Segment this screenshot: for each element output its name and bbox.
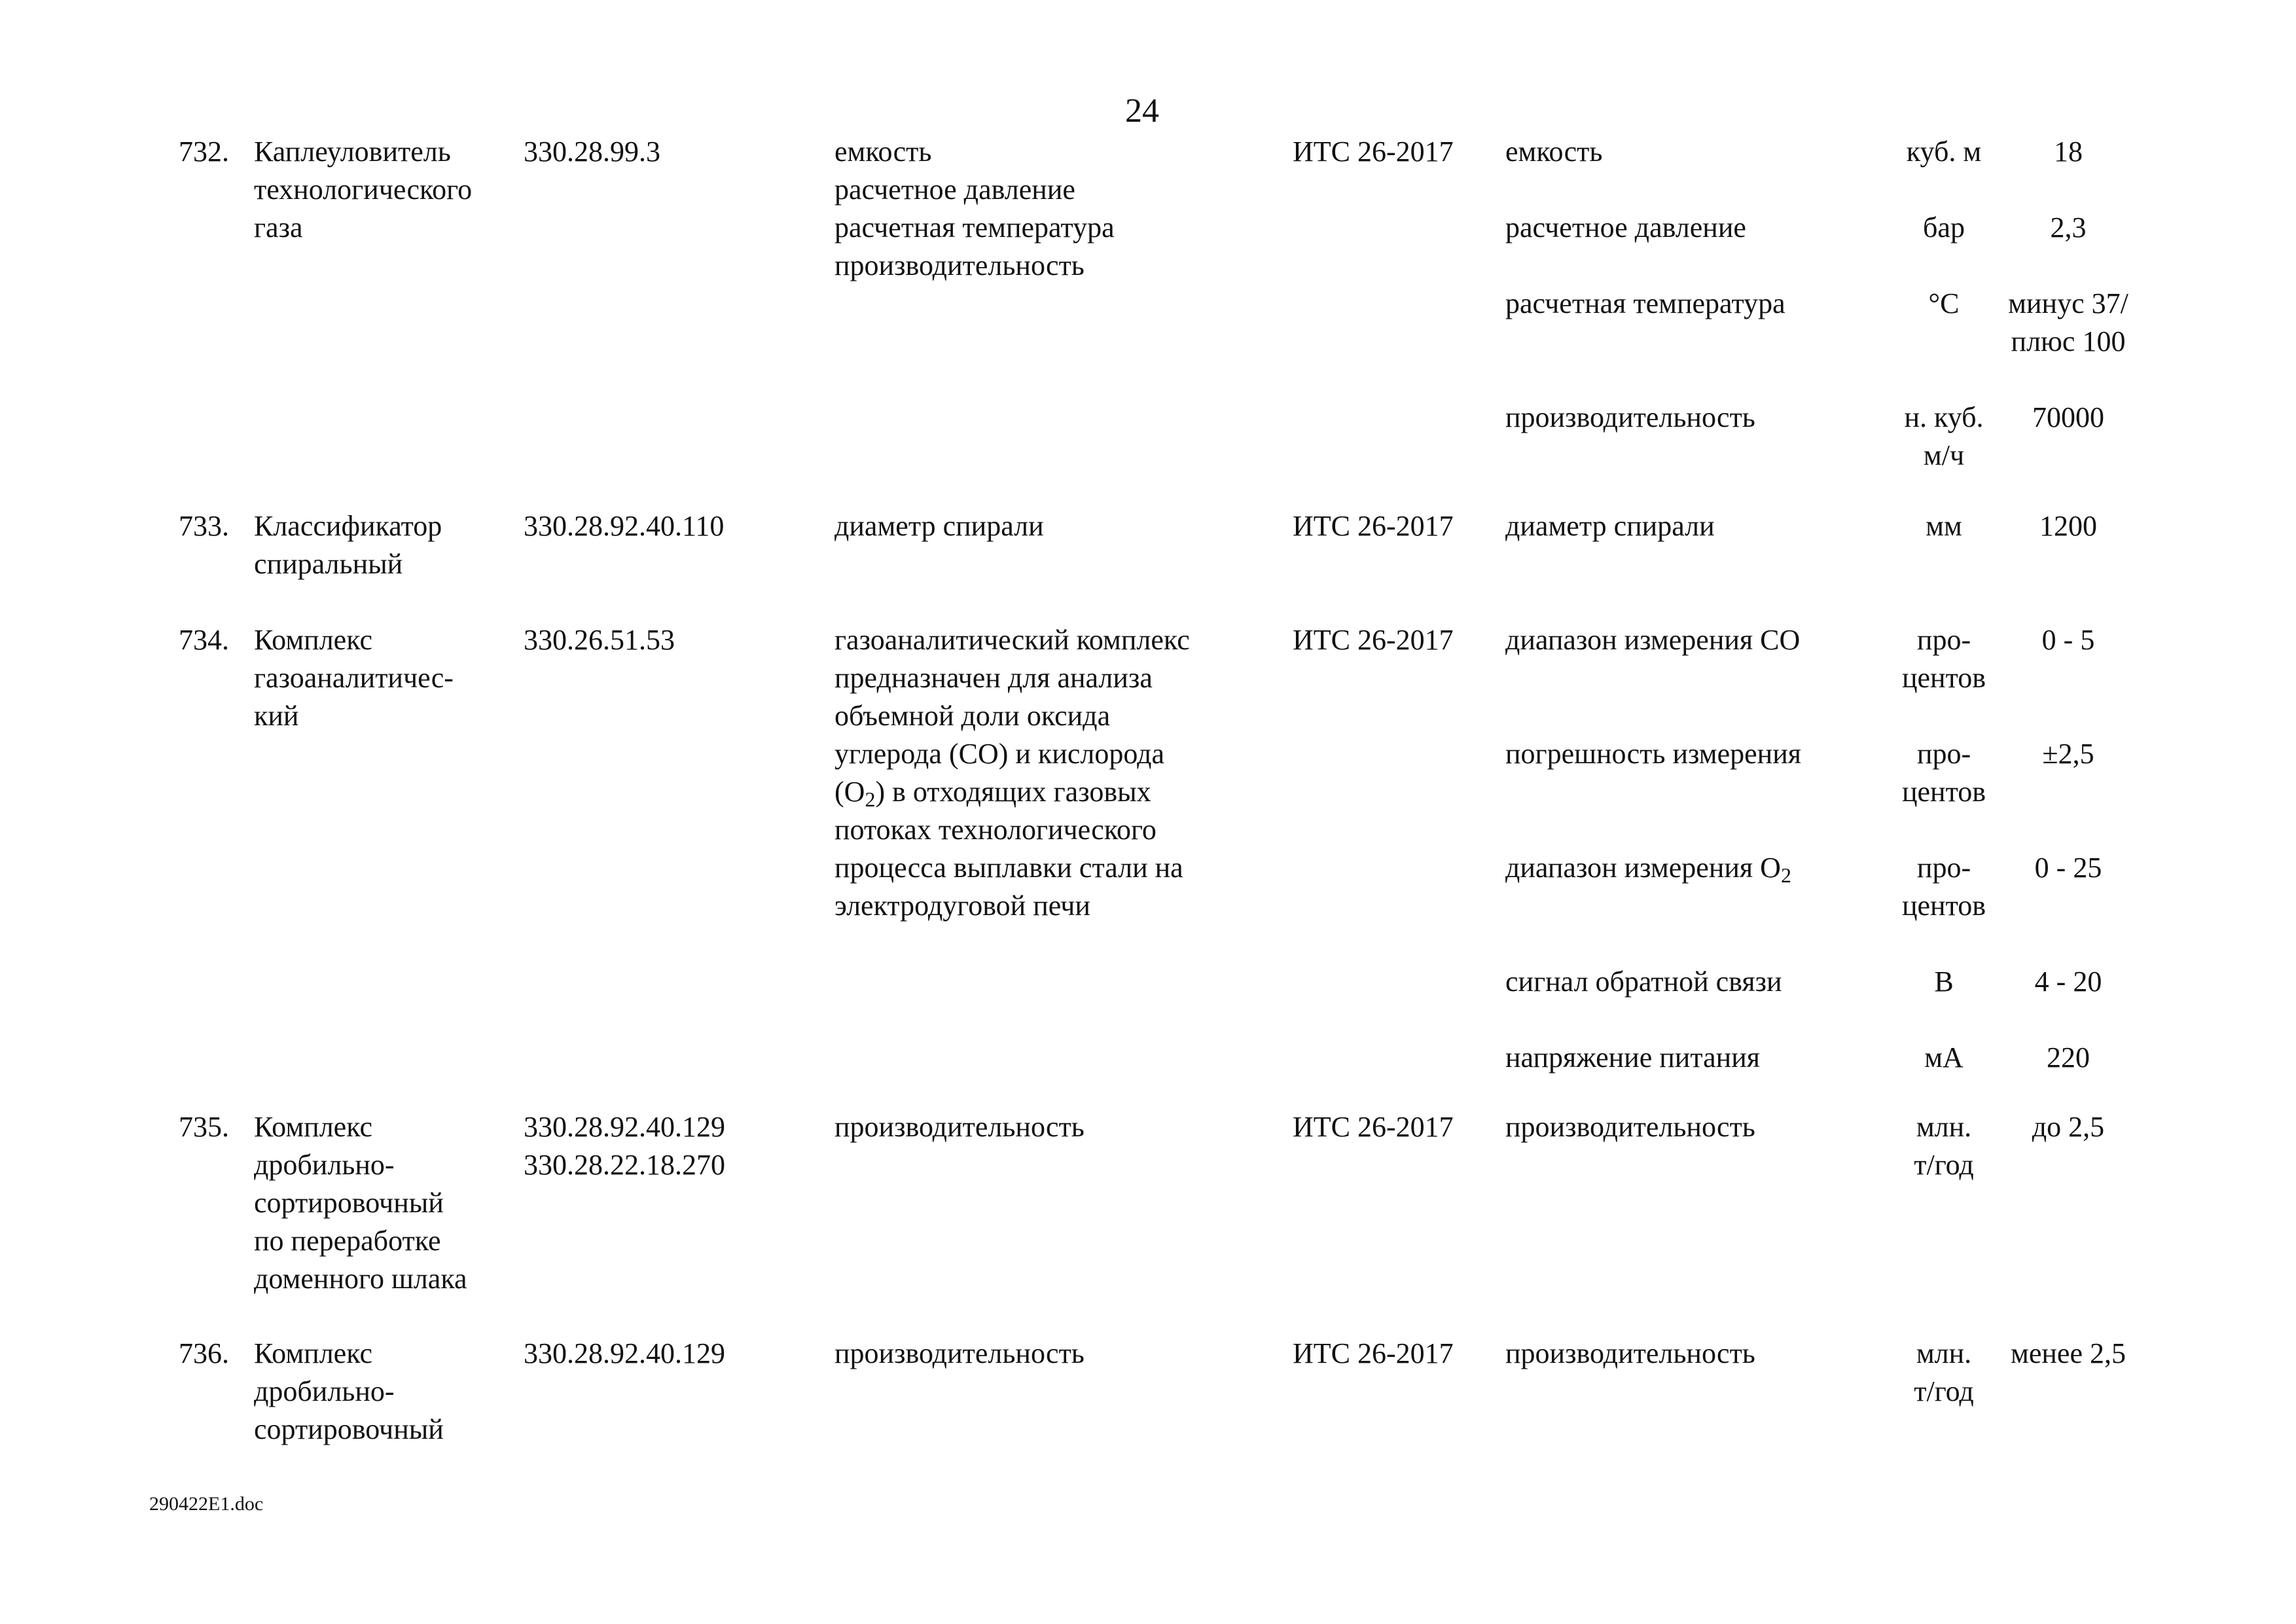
parameter-name: производительность — [1505, 401, 1755, 433]
parameters — [1505, 507, 2160, 583]
table-row — [0, 1108, 2296, 1335]
parameter-name: напряжение питания — [1505, 1041, 1760, 1074]
description-line: процесса выплавки стали на — [834, 852, 1183, 884]
standard-ref: ИТС 26-2017 — [1293, 510, 1454, 542]
unit-line: центов — [1901, 776, 1986, 808]
equipment-name — [254, 133, 516, 247]
parameter-row — [1505, 1039, 2160, 1115]
name-line: Классификатор — [254, 510, 442, 542]
parameter-unit — [1885, 133, 2003, 171]
parameter-row — [1505, 1108, 2160, 1184]
parameters — [1505, 1335, 2160, 1411]
value-line: до 2,5 — [2032, 1111, 2105, 1143]
parameter-name: сигнал обратной связи — [1505, 965, 1782, 998]
description — [834, 621, 1286, 925]
row-number: 733. — [179, 510, 229, 542]
code-line: 330.28.92.40.110 — [524, 510, 725, 542]
value-line: 220 — [2047, 1041, 2090, 1074]
table-row — [0, 507, 2296, 621]
parameters — [1505, 1108, 2160, 1184]
parameter-unit — [1885, 399, 2003, 475]
code-line: 330.26.51.53 — [524, 624, 675, 656]
parameters — [1505, 133, 2160, 507]
name-line: Комплекс — [254, 1337, 373, 1369]
description-line: производительность — [834, 249, 1085, 281]
equipment-name — [254, 621, 516, 735]
description-line: диаметр спирали — [834, 510, 1044, 542]
description-line: газоаналитический комплекс — [834, 624, 1190, 656]
description — [834, 1335, 1286, 1373]
parameter-row — [1505, 399, 2160, 507]
unit-line: мм — [1926, 510, 1962, 542]
parameter-name: диапазон измерения СО — [1505, 624, 1801, 656]
parameter-row — [1505, 735, 2160, 849]
equipment-name — [254, 1108, 516, 1298]
name-line: доменного шлака — [254, 1263, 467, 1295]
parameter-row — [1505, 507, 2160, 583]
row-number: 735. — [179, 1111, 229, 1143]
parameter-unit — [1885, 285, 2003, 323]
parameter-unit — [1885, 963, 2003, 1001]
parameter-name: производительность — [1505, 1111, 1755, 1143]
unit-line: н. куб. — [1904, 401, 1984, 433]
parameter-unit — [1885, 1108, 2003, 1184]
unit-line: про- — [1916, 624, 1971, 656]
unit-line: центов — [1901, 662, 1986, 694]
unit-line: млн. — [1916, 1337, 1972, 1369]
value-line: 4 - 20 — [2034, 965, 2102, 998]
description-line: электродуговой печи — [834, 890, 1090, 922]
parameter-unit — [1885, 621, 2003, 697]
name-line: Комплекс — [254, 624, 373, 656]
code-line: 330.28.99.3 — [524, 135, 660, 168]
code-line: 330.28.92.40.129 — [524, 1337, 725, 1369]
parameter-name: диаметр спирали — [1505, 510, 1715, 542]
parameter-row — [1505, 209, 2160, 285]
value-line: 70000 — [2032, 401, 2104, 433]
unit-line: °C — [1928, 287, 1960, 319]
equipment-name — [254, 507, 516, 583]
okpd-code — [524, 133, 831, 171]
standard-ref: ИТС 26-2017 — [1293, 1111, 1454, 1143]
name-line: газа — [254, 211, 303, 244]
name-line: спиральный — [254, 548, 403, 580]
okpd-code — [524, 621, 831, 659]
parameter-unit — [1885, 1039, 2003, 1077]
unit-line: млн. — [1916, 1111, 1972, 1143]
parameter-name: емкость — [1505, 135, 1603, 168]
parameter-unit — [1885, 735, 2003, 811]
description-line — [834, 773, 1286, 811]
standard-ref: ИТС 26-2017 — [1293, 1337, 1454, 1369]
document-filename: 290422E1.doc — [149, 1493, 264, 1515]
equipment-name — [254, 1335, 516, 1449]
parameter-value — [1986, 621, 2150, 659]
description-line: объемной доли оксида — [834, 700, 1111, 732]
parameter-value — [1986, 507, 2150, 545]
unit-line: про- — [1916, 852, 1971, 884]
description-line: предназначен для анализа — [834, 662, 1153, 694]
parameter-value — [1986, 285, 2150, 361]
value-line: менее 2,5 — [2011, 1337, 2126, 1369]
parameter-name: производительность — [1505, 1337, 1755, 1369]
value-line: 0 - 25 — [2034, 852, 2102, 884]
parameter-unit — [1885, 849, 2003, 925]
unit-line: центов — [1901, 890, 1986, 922]
standard-ref: ИТС 26-2017 — [1293, 624, 1454, 656]
table-row — [0, 1335, 2296, 1453]
value-line: 18 — [2054, 135, 2083, 168]
name-line: газоаналитичес- — [254, 662, 454, 694]
description-line: производительность — [834, 1111, 1085, 1143]
parameters — [1505, 621, 2160, 1115]
parameter-unit — [1885, 507, 2003, 545]
parameter-row — [1505, 963, 2160, 1039]
unit-line: бар — [1923, 211, 1965, 244]
row-number: 734. — [179, 624, 229, 656]
subscript: 2 — [865, 787, 876, 811]
unit-line: куб. м — [1906, 135, 1982, 168]
parameter-value — [1986, 1039, 2150, 1077]
parameter-unit — [1885, 209, 2003, 247]
subscript: 2 — [1780, 863, 1791, 887]
description — [834, 507, 1286, 545]
parameter-value — [1986, 1108, 2150, 1146]
unit-line: т/год — [1914, 1149, 1974, 1181]
parameter-value — [1986, 209, 2150, 247]
unit-line: В — [1934, 965, 1954, 998]
parameter-value — [1986, 133, 2150, 171]
parameter-unit — [1885, 1335, 2003, 1411]
description-text: (O — [834, 776, 865, 808]
name-line: дробильно- — [254, 1375, 395, 1407]
okpd-code — [524, 507, 831, 545]
description — [834, 133, 1286, 285]
description-line: расчетная температура — [834, 211, 1115, 244]
parameter-name-text: диапазон измерения O — [1505, 852, 1781, 884]
parameter-row — [1505, 621, 2160, 735]
parameter-value — [1986, 1335, 2150, 1373]
parameter-value — [1986, 963, 2150, 1001]
description-line: емкость — [834, 135, 932, 168]
parameter-value — [1986, 399, 2150, 437]
description-line: расчетное давление — [834, 173, 1075, 206]
name-line: технологического — [254, 173, 473, 206]
description-line: потоках технологического — [834, 814, 1157, 846]
unit-line: м/ч — [1923, 439, 1965, 471]
name-line: Каплеуловитель — [254, 135, 451, 168]
description — [834, 1108, 1286, 1146]
description-line: производительность — [834, 1337, 1085, 1369]
code-line: 330.28.92.40.129 — [524, 1111, 725, 1143]
row-number: 736. — [179, 1337, 229, 1369]
value-line: ±2,5 — [2042, 738, 2094, 770]
unit-line: про- — [1916, 738, 1971, 770]
name-line: дробильно- — [254, 1149, 395, 1181]
parameter-name: расчетная температура — [1505, 287, 1785, 319]
parameter-name: расчетное давление — [1505, 211, 1746, 244]
name-line: сортировочный — [254, 1413, 444, 1445]
name-line: Комплекс — [254, 1111, 373, 1143]
value-line: 1200 — [2039, 510, 2097, 542]
name-line: сортировочный — [254, 1187, 444, 1219]
parameter-row — [1505, 849, 2160, 963]
unit-line: мА — [1924, 1041, 1964, 1074]
okpd-code — [524, 1335, 831, 1373]
equipment-table — [0, 133, 2296, 1453]
parameter-row — [1505, 133, 2160, 209]
row-number: 732. — [179, 135, 229, 168]
value-line: 2,3 — [2050, 211, 2087, 244]
name-line: кий — [254, 700, 299, 732]
table-row — [0, 621, 2296, 1108]
page-number: 24 — [1125, 92, 1159, 130]
unit-line: т/год — [1914, 1375, 1974, 1407]
parameter-value — [1986, 735, 2150, 773]
standard-ref: ИТС 26-2017 — [1293, 135, 1454, 168]
code-line: 330.28.22.18.270 — [524, 1149, 725, 1181]
description-line: углерода (СО) и кислорода — [834, 738, 1164, 770]
table-row — [0, 133, 2296, 507]
parameter-row — [1505, 285, 2160, 399]
parameter-name — [1505, 849, 1924, 887]
parameter-row — [1505, 1335, 2160, 1411]
parameter-value — [1986, 849, 2150, 887]
description-text: ) в отходящих газовых — [875, 776, 1151, 808]
name-line: по переработке — [254, 1225, 441, 1257]
value-line: плюс 100 — [2011, 325, 2126, 357]
parameter-name: погрешность измерения — [1505, 738, 1802, 770]
value-line: минус 37/ — [2008, 287, 2128, 319]
okpd-code — [524, 1108, 831, 1184]
value-line: 0 - 5 — [2041, 624, 2095, 656]
